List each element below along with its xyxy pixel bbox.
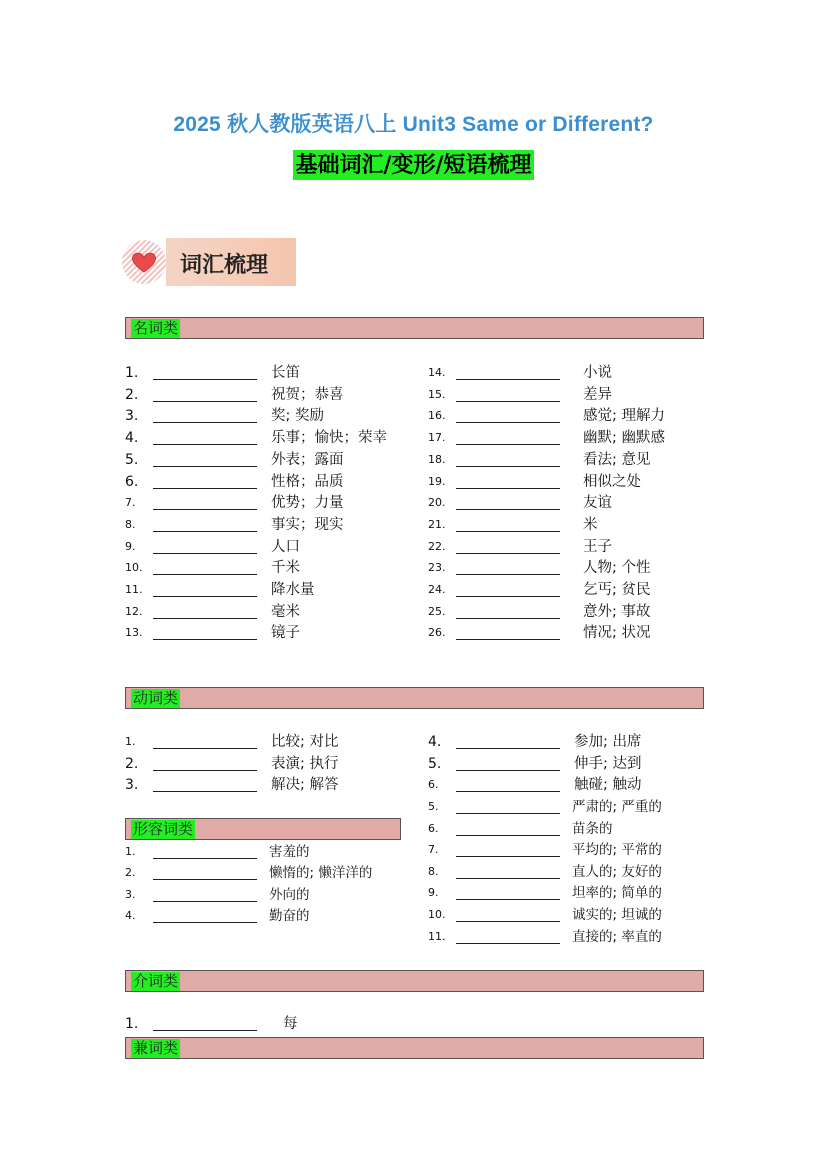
answer-blank[interactable]	[153, 444, 257, 445]
answer-blank[interactable]	[456, 618, 560, 619]
answer-blank[interactable]	[456, 943, 560, 944]
answer-blank[interactable]	[153, 901, 257, 902]
answer-blank[interactable]	[456, 401, 560, 402]
list-item	[125, 558, 405, 578]
answer-blank[interactable]	[456, 748, 560, 749]
item-meaning: 坦率的; 简单的	[572, 885, 662, 902]
answer-blank[interactable]	[153, 379, 257, 380]
item-number: 1.	[125, 845, 136, 858]
section-adjectives	[125, 818, 401, 840]
list-item	[125, 493, 405, 513]
item-meaning: 相似之处	[583, 473, 641, 490]
item-number: 5.	[125, 451, 139, 468]
list-item	[125, 842, 405, 862]
list-item	[125, 775, 405, 795]
item-meaning: 诚实的; 坦诚的	[572, 907, 662, 923]
item-meaning: 感觉; 理解力	[583, 408, 665, 425]
item-number: 9.	[428, 886, 439, 900]
banner-label: 词汇梳理	[180, 252, 269, 278]
item-number: 2.	[125, 755, 139, 772]
answer-blank[interactable]	[456, 379, 560, 380]
list-item	[428, 775, 708, 795]
vocab-banner	[120, 236, 296, 288]
item-number: 5.	[428, 755, 442, 772]
answer-blank[interactable]	[456, 878, 560, 879]
item-meaning: 勤奋的	[269, 907, 310, 924]
item-meaning: 人物; 个性	[583, 560, 651, 577]
answer-blank[interactable]	[153, 422, 257, 423]
answer-blank[interactable]	[153, 531, 257, 532]
answer-blank[interactable]	[456, 596, 560, 597]
answer-blank[interactable]	[153, 1030, 257, 1031]
item-number: 1.	[125, 1016, 139, 1032]
item-meaning: 镜子	[271, 625, 300, 642]
item-number: 22.	[428, 539, 446, 553]
item-meaning: 降水量	[271, 582, 315, 598]
list-item	[125, 863, 405, 883]
item-meaning: 幽默; 幽默感	[583, 430, 665, 447]
heart-icon	[120, 236, 168, 288]
item-meaning: 优势；力量	[271, 495, 344, 512]
item-number: 11.	[428, 929, 446, 943]
list-item	[125, 906, 405, 926]
answer-blank[interactable]	[153, 770, 257, 771]
answer-blank[interactable]	[456, 422, 560, 423]
item-number: 25.	[428, 604, 446, 618]
answer-blank[interactable]	[153, 509, 257, 510]
answer-blank[interactable]	[153, 748, 257, 749]
list-item	[428, 623, 708, 643]
list-item	[125, 1014, 405, 1034]
item-meaning: 人口	[271, 538, 300, 555]
item-number: 6.	[428, 821, 439, 835]
item-meaning: 平均的; 平常的	[572, 842, 662, 859]
item-number: 11.	[125, 583, 143, 596]
answer-blank[interactable]	[456, 835, 560, 836]
section-prepositions-label: 介词类	[133, 972, 179, 990]
item-meaning: 比较; 对比	[271, 734, 339, 750]
list-item	[428, 472, 708, 492]
item-number: 8.	[125, 517, 136, 531]
list-item	[125, 602, 405, 622]
item-meaning: 友谊	[583, 495, 612, 512]
item-number: 19.	[428, 474, 446, 488]
list-item	[428, 862, 708, 882]
section-nouns	[125, 317, 704, 339]
item-number: 8.	[428, 864, 439, 878]
list-item	[125, 406, 405, 426]
list-item	[125, 732, 405, 752]
list-item	[125, 885, 405, 905]
section-prepositions	[125, 970, 704, 992]
list-item	[428, 363, 708, 383]
item-meaning: 长笛	[271, 365, 300, 381]
item-number: 3.	[125, 777, 139, 793]
item-meaning: 情况; 状况	[583, 625, 651, 642]
item-number: 1.	[125, 735, 136, 748]
list-item	[125, 450, 405, 470]
item-meaning: 差异	[583, 386, 612, 403]
item-number: 3.	[125, 408, 139, 425]
list-item	[428, 537, 708, 557]
item-meaning: 严肃的; 严重的	[572, 799, 662, 815]
item-meaning: 伸手; 达到	[574, 755, 642, 772]
answer-blank[interactable]	[456, 466, 560, 467]
answer-blank[interactable]	[153, 553, 257, 554]
item-meaning: 触碰; 触动	[574, 777, 642, 793]
list-item	[125, 472, 405, 492]
list-item	[428, 840, 708, 860]
list-item	[428, 883, 708, 903]
item-number: 2.	[125, 866, 136, 880]
item-meaning: 乐事；愉快；荣幸	[271, 430, 387, 447]
item-meaning: 表演; 执行	[271, 755, 339, 772]
list-item	[428, 602, 708, 622]
section-multi-label: 兼词类	[133, 1039, 179, 1057]
item-number: 16.	[428, 409, 446, 423]
answer-blank[interactable]	[153, 639, 257, 640]
answer-blank[interactable]	[456, 813, 560, 814]
answer-blank[interactable]	[153, 879, 257, 880]
section-multi	[125, 1037, 704, 1059]
answer-blank[interactable]	[153, 922, 257, 923]
list-item	[125, 754, 405, 774]
item-number: 4.	[428, 734, 442, 750]
item-meaning: 祝贺；恭喜	[271, 386, 344, 403]
item-meaning: 害羞的	[269, 844, 310, 860]
item-number: 20.	[428, 496, 446, 510]
item-meaning: 事实；现实	[271, 516, 344, 533]
list-item	[428, 450, 708, 470]
page-title: 2025 秋人教版英语八上 Unit3 Same or Different?	[173, 113, 654, 136]
item-number: 10.	[125, 561, 143, 575]
item-meaning: 外向的	[269, 886, 310, 903]
item-number: 7.	[125, 496, 136, 510]
section-verbs	[125, 687, 704, 709]
item-number: 23.	[428, 561, 446, 575]
list-item	[125, 363, 405, 383]
answer-blank[interactable]	[456, 531, 560, 532]
item-meaning: 米	[583, 516, 598, 533]
item-meaning: 每	[283, 1016, 298, 1032]
list-item	[428, 797, 708, 817]
item-meaning: 千米	[271, 560, 300, 577]
list-item	[125, 537, 405, 557]
list-item	[125, 580, 405, 600]
list-item	[428, 819, 708, 839]
item-number: 13.	[125, 626, 143, 640]
list-item	[125, 515, 405, 535]
list-item	[125, 623, 405, 643]
item-meaning: 直人的; 友好的	[572, 863, 662, 880]
list-item	[428, 927, 708, 947]
item-number: 5.	[428, 800, 439, 813]
item-meaning: 苗条的	[572, 820, 613, 837]
list-item	[428, 732, 708, 752]
item-meaning: 毫米	[271, 603, 300, 620]
answer-blank[interactable]	[456, 553, 560, 554]
answer-blank[interactable]	[456, 444, 560, 445]
item-number: 3.	[125, 887, 136, 901]
answer-blank[interactable]	[456, 791, 560, 792]
answer-blank[interactable]	[456, 770, 560, 771]
answer-blank[interactable]	[456, 921, 560, 922]
item-meaning: 奖; 奖励	[271, 408, 324, 425]
item-number: 24.	[428, 583, 446, 596]
item-meaning: 看法; 意见	[583, 451, 651, 468]
item-number: 18.	[428, 452, 446, 466]
answer-blank[interactable]	[456, 639, 560, 640]
section-adjectives-label: 形容词类	[133, 820, 194, 838]
item-number: 10.	[428, 908, 446, 921]
answer-blank[interactable]	[153, 488, 257, 489]
item-meaning: 小说	[583, 365, 612, 381]
list-item	[125, 385, 405, 405]
item-meaning: 懒惰的; 懒洋洋的	[269, 865, 373, 882]
item-number: 14.	[428, 366, 446, 379]
answer-blank[interactable]	[456, 488, 560, 489]
item-meaning: 乞丐; 贫民	[583, 582, 651, 598]
item-number: 4.	[125, 908, 136, 922]
answer-blank[interactable]	[153, 791, 257, 792]
item-number: 4.	[125, 430, 139, 447]
item-meaning: 参加; 出席	[574, 734, 642, 750]
section-nouns-label: 名词类	[133, 319, 179, 337]
item-meaning: 外表；露面	[271, 451, 344, 468]
item-meaning: 性格；品质	[271, 473, 344, 490]
list-item	[428, 754, 708, 774]
page-subtitle: 基础词汇/变形/短语梳理	[295, 152, 532, 178]
list-item	[428, 385, 708, 405]
list-item	[428, 580, 708, 600]
list-item	[428, 406, 708, 426]
answer-blank[interactable]	[153, 858, 257, 859]
item-meaning: 意外; 事故	[583, 603, 651, 620]
list-item	[428, 428, 708, 448]
answer-blank[interactable]	[456, 574, 560, 575]
item-meaning: 解决; 解答	[271, 777, 339, 793]
item-number: 9.	[125, 539, 136, 553]
item-number: 17.	[428, 431, 446, 445]
answer-blank[interactable]	[153, 401, 257, 402]
list-item	[428, 558, 708, 578]
answer-blank[interactable]	[153, 618, 257, 619]
section-verbs-label: 动词类	[133, 689, 179, 707]
list-item	[125, 428, 405, 448]
answer-blank[interactable]	[456, 856, 560, 857]
list-item	[428, 905, 708, 925]
item-meaning: 王子	[583, 538, 612, 555]
list-item	[428, 515, 708, 535]
item-number: 1.	[125, 365, 139, 381]
item-number: 26.	[428, 626, 446, 640]
answer-blank[interactable]	[456, 509, 560, 510]
item-number: 7.	[428, 843, 439, 857]
subtitle-wrap	[0, 150, 827, 180]
item-number: 12.	[125, 604, 143, 618]
answer-blank[interactable]	[153, 574, 257, 575]
item-number: 6.	[428, 778, 439, 791]
item-meaning: 直接的; 率直的	[572, 928, 662, 945]
answer-blank[interactable]	[153, 596, 257, 597]
item-number: 6.	[125, 473, 139, 490]
item-number: 2.	[125, 386, 139, 403]
answer-blank[interactable]	[153, 466, 257, 467]
item-number: 15.	[428, 387, 446, 401]
answer-blank[interactable]	[456, 899, 560, 900]
list-item	[428, 493, 708, 513]
item-number: 21.	[428, 517, 446, 531]
